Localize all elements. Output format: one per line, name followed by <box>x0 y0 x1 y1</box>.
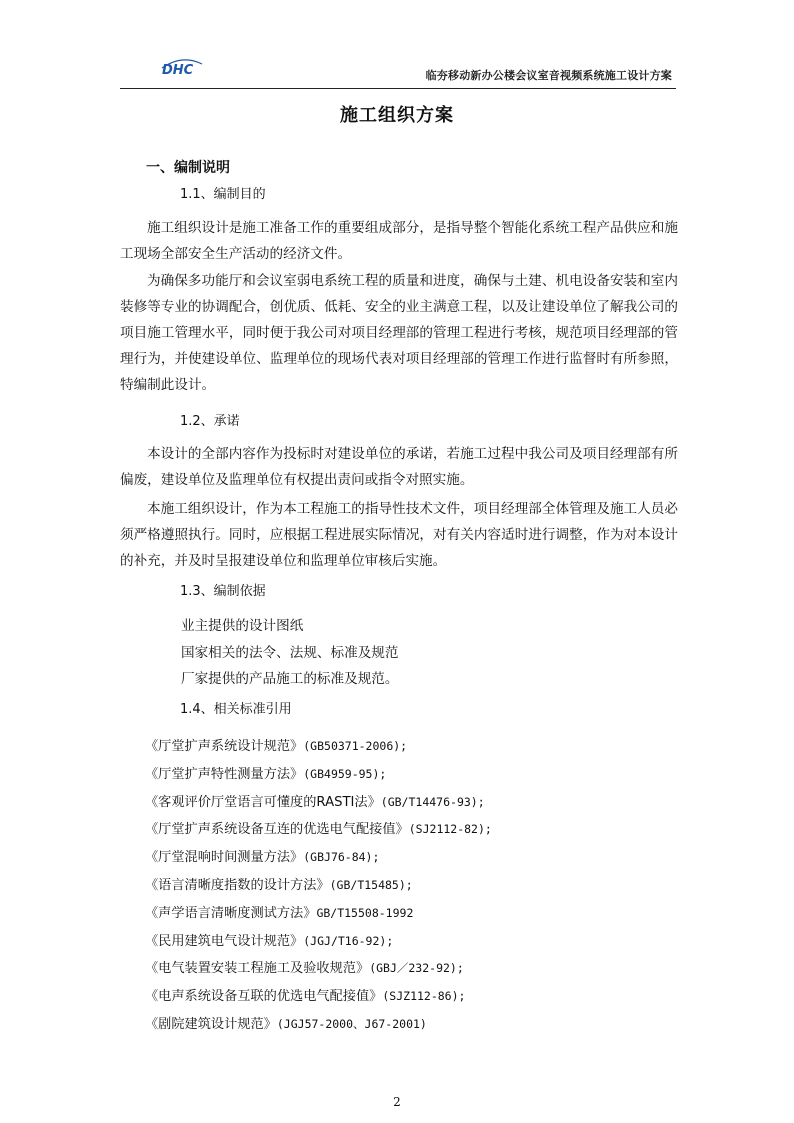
standard-code: (JGJ/T16-92); <box>303 933 394 948</box>
list-item <box>145 733 492 761</box>
list-item: 厂家提供的产品施工的标准及规范。 <box>181 671 399 687</box>
page-header <box>120 48 676 89</box>
paragraph: 施工组织设计是施工准备工作的重要组成部分，是指导整个智能化系统工程产品供应和施工现场全部安全生产活动的经济文件。 <box>120 220 678 262</box>
list-item: 业主提供的设计图纸 <box>181 618 304 634</box>
subsection-1-3-label: 1.3、编制依据 <box>180 584 266 599</box>
standard-name: 《厅堂混响时间测量方法》 <box>145 850 304 866</box>
company-logo <box>160 54 204 78</box>
basis-list <box>181 613 399 693</box>
dhc-logo-icon <box>160 54 204 78</box>
standard-name: 《电声系统设备互联的优选电气配接值》 <box>145 989 383 1005</box>
paragraph: 本施工组织设计，作为本工程施工的指导性技术文件，项目经理部全体管理及施工人员必须严格遵照执行。同时，应根据工程进展实际情况，对有关内容适时进行调整，作为对本设计的补充，并及时呈报建设单位和监理单位审核后实施。 <box>120 501 678 569</box>
list-item <box>145 872 492 900</box>
list-item <box>145 844 492 872</box>
standard-name: 《厅堂扩声系统设备互连的优选电气配接值》 <box>145 822 409 838</box>
standard-code: (GB50371-2006); <box>303 739 408 753</box>
standard-code: (GB4959-95); <box>303 766 387 781</box>
list-item <box>145 900 492 928</box>
list-item <box>145 1011 492 1039</box>
standard-code: (GB/T15485); <box>329 877 413 892</box>
standard-name: 《民用建筑电气设计规范》 <box>145 933 304 949</box>
subsection-1-1-label: 1.1、编制目的 <box>180 187 266 202</box>
standard-name: 《厅堂扩声系统设计规范》 <box>145 739 304 754</box>
list-item: 国家相关的法令、法规、标准及规范 <box>181 644 399 661</box>
section-heading: 一、编制说明 <box>146 160 230 176</box>
list-item <box>145 816 492 844</box>
list-item <box>145 761 492 789</box>
standard-name: 《厅堂扩声特性测量方法》 <box>145 766 304 782</box>
document-running-title: 临夯移动新办公楼会议室音视频系统施工设计方案 <box>425 69 672 82</box>
list-item <box>145 789 492 817</box>
standard-code: GB/T15508-1992 <box>316 905 414 920</box>
standard-code: (GB/T14476-93); <box>380 794 485 809</box>
standard-name: 《声学语言清晰度测试方法》 <box>145 905 317 921</box>
list-item <box>145 955 492 983</box>
standards-list <box>145 733 492 1039</box>
subsection-1-2-label: 1.2、承诺 <box>180 414 240 429</box>
list-item <box>145 983 492 1011</box>
standard-code: (SJ2112-82); <box>408 822 492 837</box>
paragraph: 为确保多功能厅和会议室弱电系统工程的质量和进度，确保与土建、机电设备安装和室内装修等专业的协调配合，创优质、低耗、安全的业主满意工程，以及让建设单位了解我公司的项目施工管理水平，同时便于我公司对项目经理部的管理工程进行考核，规范项目经理部的管理行为，并使建设单位、监理单位的现场代表对项目经理部的管理工作进行监督时有所参照，特编制此设计。 <box>120 273 678 393</box>
list-item <box>145 928 492 956</box>
standard-name: 《客观评价厅堂语言可懂度的RASTI法》 <box>145 794 381 810</box>
page-title: 施工组织方案 <box>340 105 454 126</box>
paragraph: 本设计的全部内容作为投标时对建设单位的承诺，若施工过程中我公司及项目经理部有所偏废，建设单位及监理单位有权提出责问或指令对照实施。 <box>120 446 678 488</box>
standard-code: (GBJ／232-92); <box>369 961 464 976</box>
standard-name: 《电气装置安装工程施工及验收规范》 <box>145 961 370 977</box>
page-number: 2 <box>393 1095 401 1109</box>
standard-code: (SJZ112-86); <box>382 989 466 1004</box>
svg-text:DHC: DHC <box>162 63 194 78</box>
standard-name: 《语言清晰度指数的设计方法》 <box>145 877 330 893</box>
subsection-1-4-label: 1.4、相关标准引用 <box>180 702 292 717</box>
standard-code: (JGJ57-2000、J67-2001) <box>276 1016 427 1031</box>
standard-name: 《剧院建筑设计规范》 <box>145 1016 277 1032</box>
standard-code: (GBJ76-84); <box>303 850 380 865</box>
